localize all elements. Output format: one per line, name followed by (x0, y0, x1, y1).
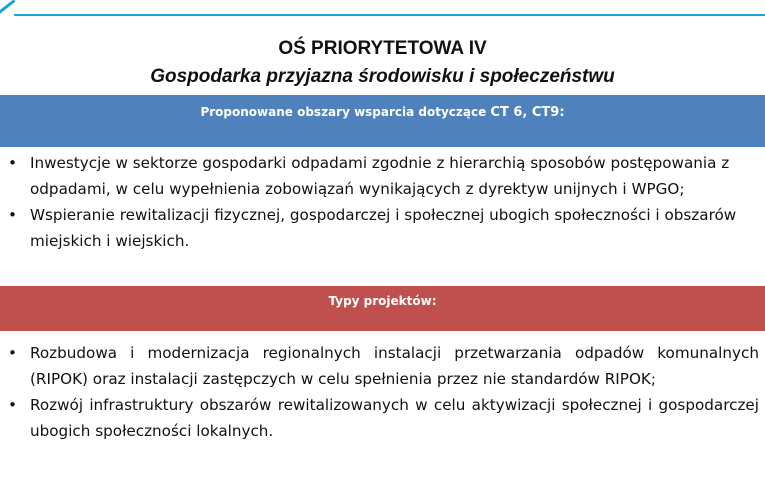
page-title: OŚ PRIORYTETOWA IV (278, 38, 487, 59)
list-item-text: Rozbudowa i modernizacja regionalnych instalacji przetwarzania odpadów komunalnych (RIPOK) oraz instalacji zastępczych w celu spełnienia przez nie standardów RIPOK; (30, 344, 759, 388)
project-types-list (0, 340, 765, 444)
list-item-text: Rozwój infrastruktury obszarów rewitalizowanych w celu aktywizacji społecznej i gospodarczej ubogich społeczności lokalnych. (30, 396, 759, 440)
page-subtitle: Gospodarka przyjazna środowisku i społeczeństwu (150, 66, 615, 87)
support-areas-header-prefix: Proponowane obszary wsparcia dotyczące (200, 105, 491, 119)
support-areas-header-ct: CT 6, CT9: (490, 105, 565, 120)
project-types-header-text: Typy projektów: (328, 294, 437, 308)
list-item (0, 202, 765, 254)
support-areas-header-text (0, 95, 765, 120)
list-item-text: Inwestycje w sektorze gospodarki odpadami zgodnie z hierarchią sposobów postępowania z odpadami, w celu wypełnienia zobowiązań wynikających z dyrektyw unijnych i WPGO; (30, 154, 730, 198)
frame-accent-line (14, 14, 765, 16)
list-item-text: Wspieranie rewitalizacji fizycznej, gospodarczej i społecznej ubogich społeczności i obszarów miejskich i wiejskich. (30, 206, 737, 250)
support-areas-list (0, 150, 765, 254)
list-item (0, 150, 765, 202)
project-types-header (0, 286, 765, 331)
bullet-icon: • (8, 154, 17, 172)
bullet-icon: • (8, 206, 17, 224)
bullet-icon: • (8, 396, 17, 414)
bullet-icon: • (8, 344, 17, 362)
support-areas-header (0, 95, 765, 147)
list-item (0, 340, 765, 392)
list-item (0, 392, 765, 444)
